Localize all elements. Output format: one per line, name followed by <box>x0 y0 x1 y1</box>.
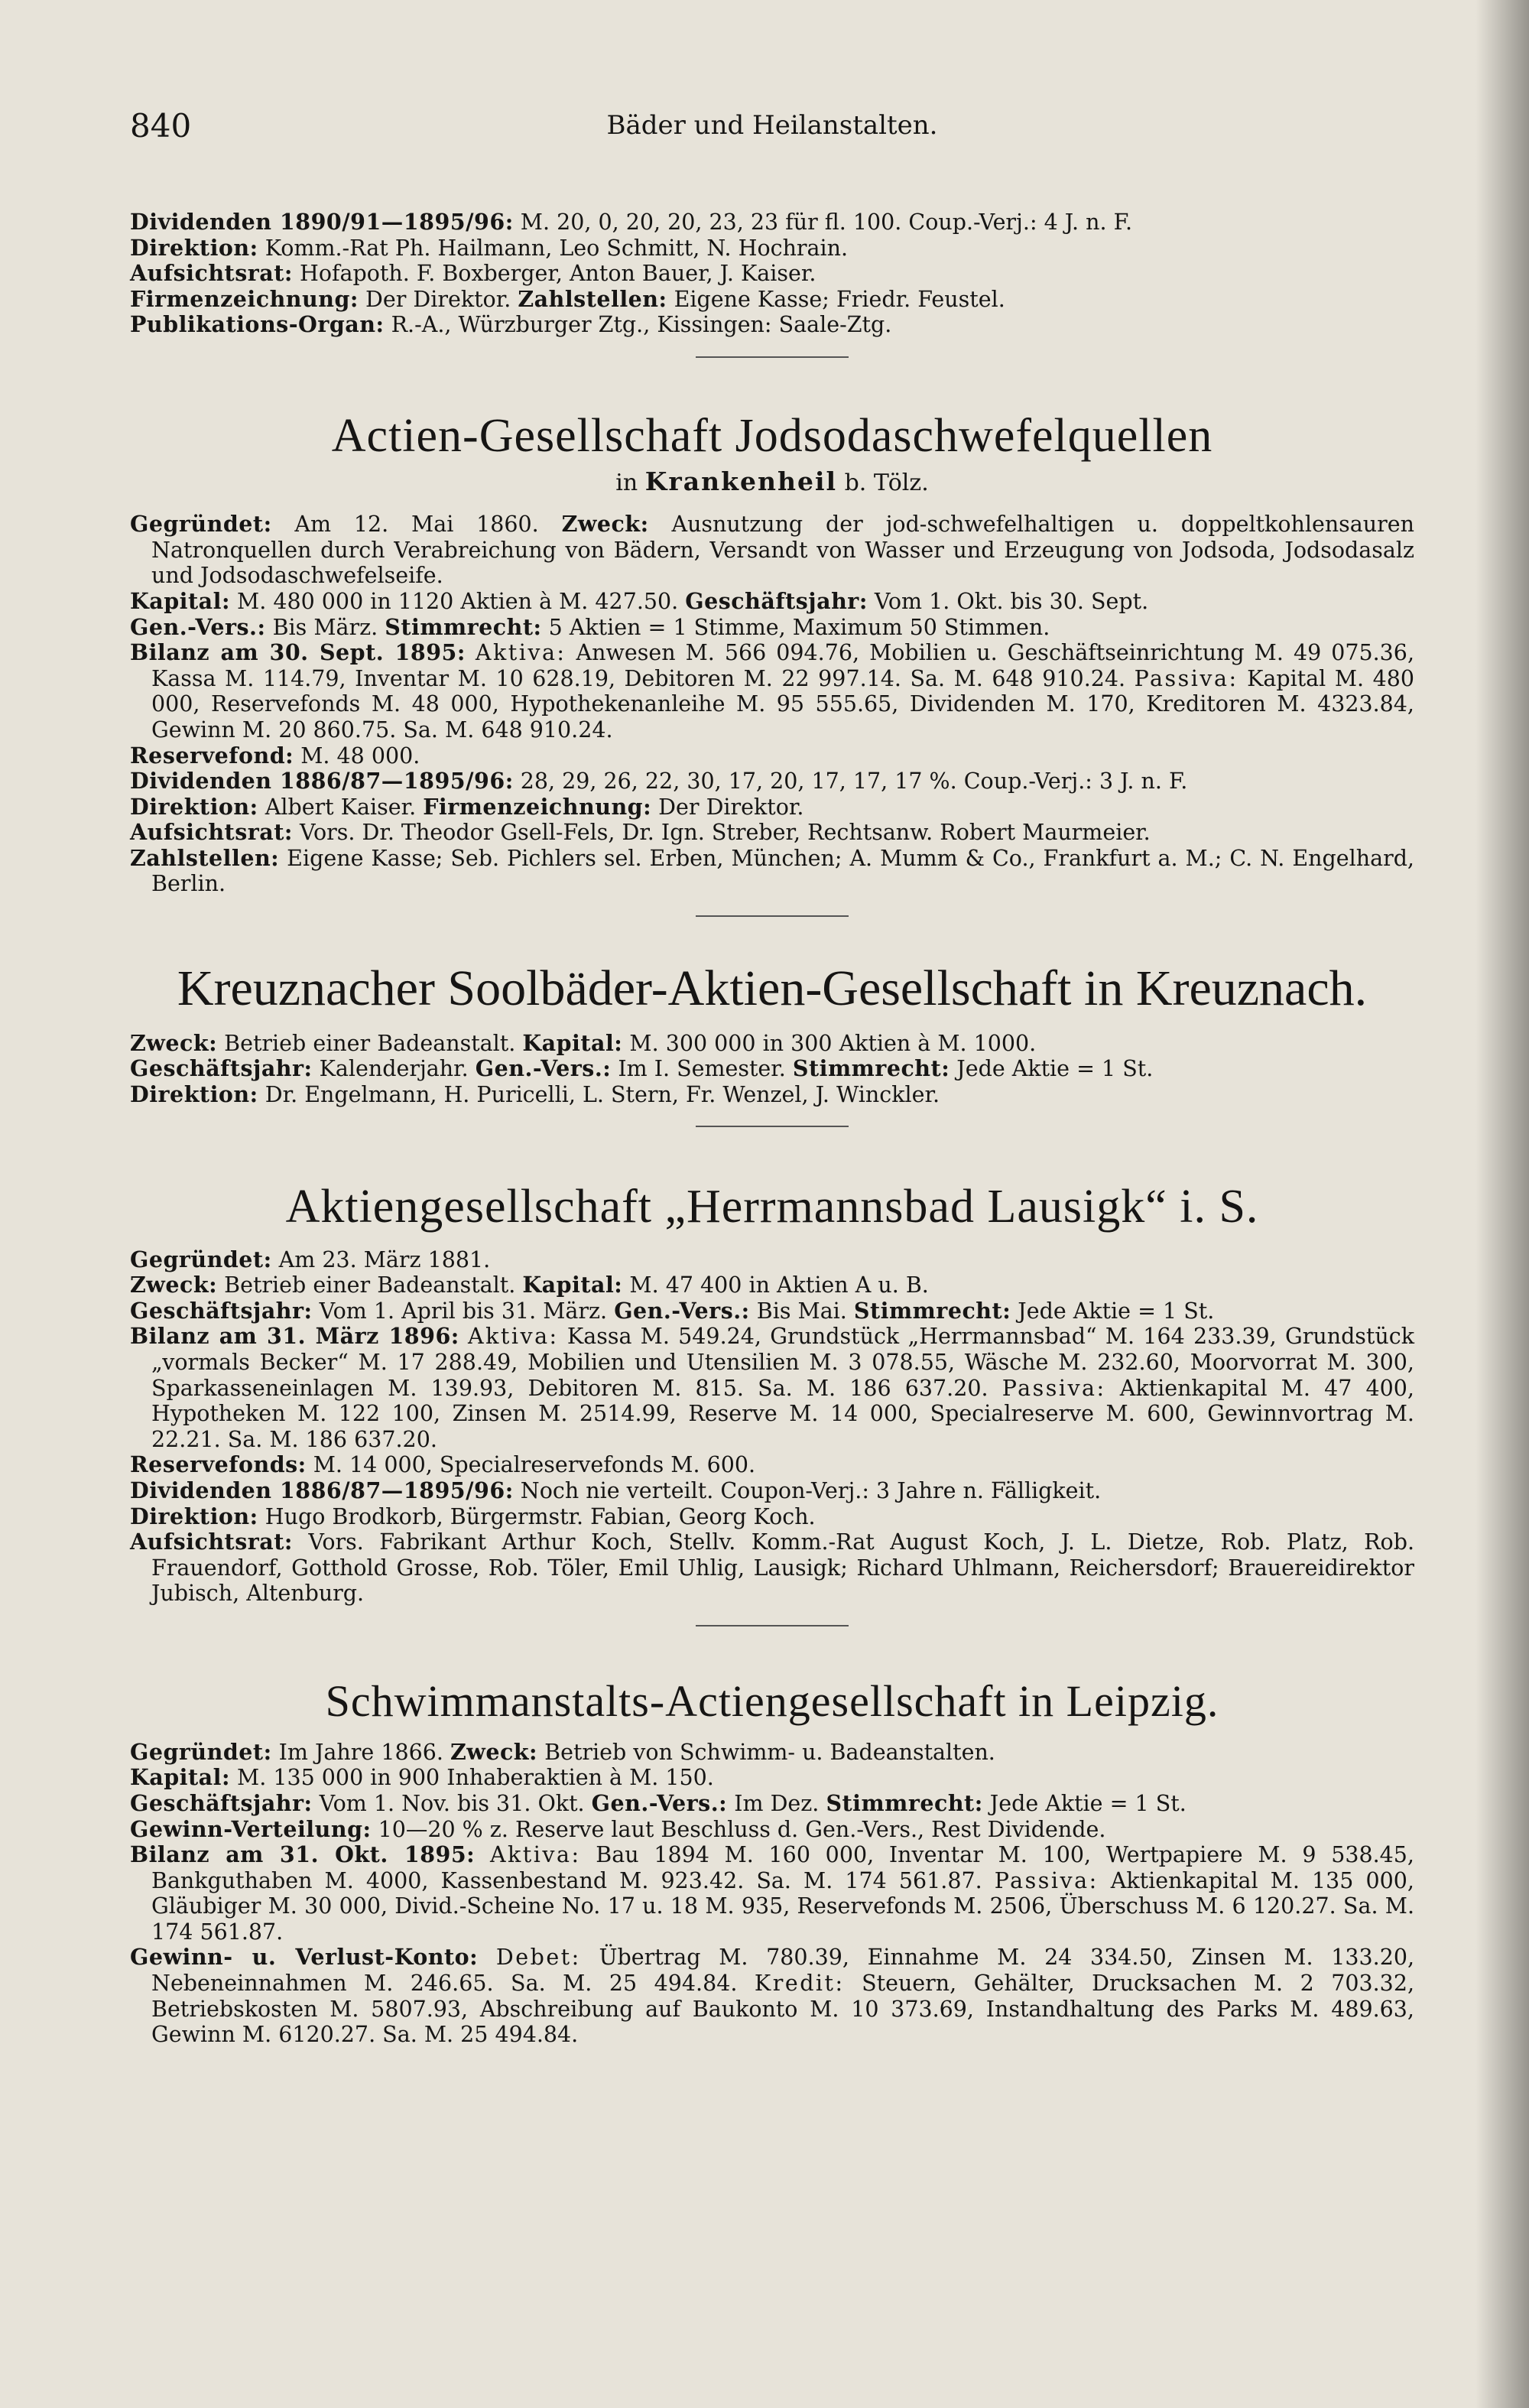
running-title: Bäder und Heilanstalten. <box>606 110 938 141</box>
direction-line: Direktion: Dr. Engelmann, H. Puricelli, L. Stern, Fr. Wenzel, J. Winckler. <box>130 1081 940 1107</box>
company-title: Kreuznacher Soolbäder-Aktien-Gesellschaft in Kreuznach. <box>177 960 1368 1017</box>
paying-agents-line: Zahlstellen: Eigene Kasse; Seb. Pichlers sel. Erben, München; A. Mumm & Co., Frankfurt a. M.; C. N. Engelhard, Berlin. <box>130 844 1414 897</box>
capital-line: Kapital: M. 135 000 in 900 Inhaberaktien à M. 150. <box>130 1764 714 1791</box>
direction-line: Direktion: Albert Kaiser. Firmenzeichnung: Der Direktor. <box>130 793 804 820</box>
general-meeting-line: Gen.-Vers.: Bis März. Stimmrecht: 5 Aktien = 1 Stimme, Maximum 50 Stimmen. <box>130 613 1050 640</box>
profit-distribution-line: Gewinn-Verteilung: 10—20 % z. Reserve laut Beschluss d. Gen.-Vers., Rest Dividende. <box>130 1815 1106 1842</box>
company-location: in Krankenheil b. Tölz. <box>615 466 929 497</box>
separator-rule <box>696 1625 849 1626</box>
direction-line: Direktion: Hugo Brodkorb, Bürgermstr. Fabian, Georg Koch. <box>130 1503 816 1529</box>
page-number: 840 <box>130 107 192 145</box>
supervisory-board-line: Aufsichtsrat: Vors. Dr. Theodor Gsell-Fels, Dr. Ign. Streber, Rechtsanw. Robert Maurmeier. <box>130 819 1151 846</box>
purpose-capital: Zweck: Betrieb einer Badeanstalt. Kapital: M. 47 400 in Aktien A u. B. <box>130 1272 929 1298</box>
dividends-line: Dividenden 1890/91—1895/96: M. 20, 0, 20, 20, 23, 23 für fl. 100. Coup.-Verj.: 4 J. n. F. <box>130 209 1133 235</box>
company-entry <box>130 512 1414 897</box>
entry-continued <box>130 210 1414 338</box>
reserve-line: Reservefond: M. 48 000. <box>130 742 420 769</box>
founded-purpose: Gegründet: Im Jahre 1866. Zweck: Betrieb von Schwimm- u. Badeanstalten. <box>130 1738 995 1765</box>
capital-line: Kapital: M. 480 000 in 1120 Aktien à M. 427.50. Geschäftsjahr: Vom 1. Okt. bis 30. Sept. <box>130 587 1149 614</box>
signature-line: Firmenzeichnung: Der Direktor. Zahlstellen: Eigene Kasse; Friedr. Feustel. <box>130 285 1005 312</box>
founded-purpose: Gegründet: Am 12. Mai 1860. Zweck: Ausnutzung der jod-schwefelhaltigen u. doppeltkohlensauren Natronquellen durch Verabreichung von Bädern, Versandt von Wasser und Erzeugung von Jodsoda, Jodsodasalz und Jodsodaschwefelseife. <box>130 511 1414 589</box>
separator-rule <box>696 915 849 917</box>
company-title: Actien-Gesellschaft Jodsodaschwefelquellen <box>331 409 1213 462</box>
supervisory-board-line: Aufsichtsrat: Hofapoth. F. Boxberger, Anton Bauer, J. Kaiser. <box>130 260 816 287</box>
balance-sheet: Bilanz am 30. Sept. 1895: Aktiva: Anwesen M. 566 094.76, Mobilien u. Geschäftseinrichtung M. 49 075.36, Kassa M. 114.79, Inventar M. 10 628.19, Debitoren M. 22 997.14. Sa. M. 648 910.24. Passiva: Kapital M. 480 000, Reservefonds M. 48 000, Hypothekenanleihe M. 95 555.65, Dividenden M. 170, Kreditoren M. 4323.84, Gewinn M. 20 860.75. Sa. M. 648 910.24. <box>130 639 1415 743</box>
running-head <box>130 107 1414 153</box>
business-year-line: Geschäftsjahr: Vom 1. April bis 31. März. Gen.-Vers.: Bis Mai. Stimmrecht: Jede Aktie = 1 St. <box>130 1297 1215 1324</box>
dividends-line: Dividenden 1886/87—1895/96: Noch nie verteilt. Coupon-Verj.: 3 Jahre n. Fälligkeit. <box>130 1477 1102 1503</box>
profit-loss-account: Gewinn- u. Verlust-Konto: Debet: Übertrag M. 780.39, Einnahme M. 24 334.50, Zinsen M. 133.20, Nebeneinnahmen M. 246.65. Sa. M. 25 494.84. Kredit: Steuern, Gehälter, Drucksachen M. 2 703.32, Betriebskosten M. 5807.93, Abschreibung auf Baukonto M. 10 373.69, Instandhaltung des Parks M. 489.63, Gewinn M. 6120.27. Sa. M. 25 494.84. <box>130 1944 1415 2048</box>
business-year-line: Geschäftsjahr: Kalenderjahr. Gen.-Vers.: Im I. Semester. Stimmrecht: Jede Aktie = 1 St. <box>130 1055 1154 1082</box>
balance-sheet: Bilanz am 31. März 1896: Aktiva: Kassa M. 549.24, Grundstück „Herrmannsbad“ M. 164 233.39, Grundstück „vormals Becker“ M. 17 288.49, Mobilien und Utensilien M. 3 078.55, Wäsche M. 232.60, Moorvorrat M. 300, Sparkasseneinlagen M. 139.93, Debitoren M. 815. Sa. M. 186 637.20. Passiva: Aktienkapital M. 47 400, Hypotheken M. 122 100, Zinsen M. 2514.99, Reserve M. 14 000, Specialreserve M. 600, Gewinnvortrag M. 22.21. Sa. M. 186 637.20. <box>130 1323 1414 1452</box>
company-entry <box>130 1031 1414 1108</box>
company-title: Aktiengesellschaft „Herrmannsbad Lausigk“ i. S. <box>285 1181 1259 1233</box>
direction-line: Direktion: Komm.-Rat Ph. Hailmann, Leo Schmitt, N. Hochrain. <box>130 234 849 261</box>
publication-line: Publikations-Organ: R.-A., Würzburger Ztg., Kissingen: Saale-Ztg. <box>130 311 892 338</box>
dividends-line: Dividenden 1886/87—1895/96: 28, 29, 26, 22, 30, 17, 20, 17, 17, 17 %. Coup.-Verj.: 3 J. n. F. <box>130 768 1188 795</box>
supervisory-board-line: Aufsichtsrat: Vors. Fabrikant Arthur Koch, Stellv. Komm.-Rat August Koch, J. L. Dietze, Rob. Platz, Rob. Frauendorf, Gotthold Grosse, Rob. Töler, Emil Uhlig, Lausigk; Richard Uhlmann, Reichersdorf; Brauereidirektor Jubisch, Altenburg. <box>130 1529 1414 1607</box>
founded-line: Gegründet: Am 23. März 1881. <box>130 1246 491 1272</box>
business-year-line: Geschäftsjahr: Vom 1. Nov. bis 31. Okt. Gen.-Vers.: Im Dez. Stimmrecht: Jede Aktie = 1 St. <box>130 1789 1187 1816</box>
reserve-line: Reservefonds: M. 14 000, Specialreservefonds M. 600. <box>130 1451 756 1478</box>
balance-sheet: Bilanz am 31. Okt. 1895: Aktiva: Bau 1894 M. 160 000, Inventar M. 100, Wertpapiere M. 9 538.45, Bankguthaben M. 4000, Kassenbestand M. 923.42. Sa. M. 174 561.87. Passiva: Aktienkapital M. 135 000, Gläubiger M. 30 000, Divid.-Scheine No. 17 u. 18 M. 935, Reservefonds M. 2506, Überschuss M. 6 120.27. Sa. M. 174 561.87. <box>130 1841 1414 1945</box>
purpose-capital: Zweck: Betrieb einer Badeanstalt. Kapital: M. 300 000 in 300 Aktien à M. 1000. <box>130 1029 1037 1056</box>
separator-rule <box>696 356 849 358</box>
company-title: Schwimmanstalts-Actiengesellschaft in Leipzig. <box>325 1675 1219 1726</box>
company-entry <box>130 1247 1414 1607</box>
company-entry <box>130 1740 1414 2048</box>
separator-rule <box>696 1126 849 1127</box>
